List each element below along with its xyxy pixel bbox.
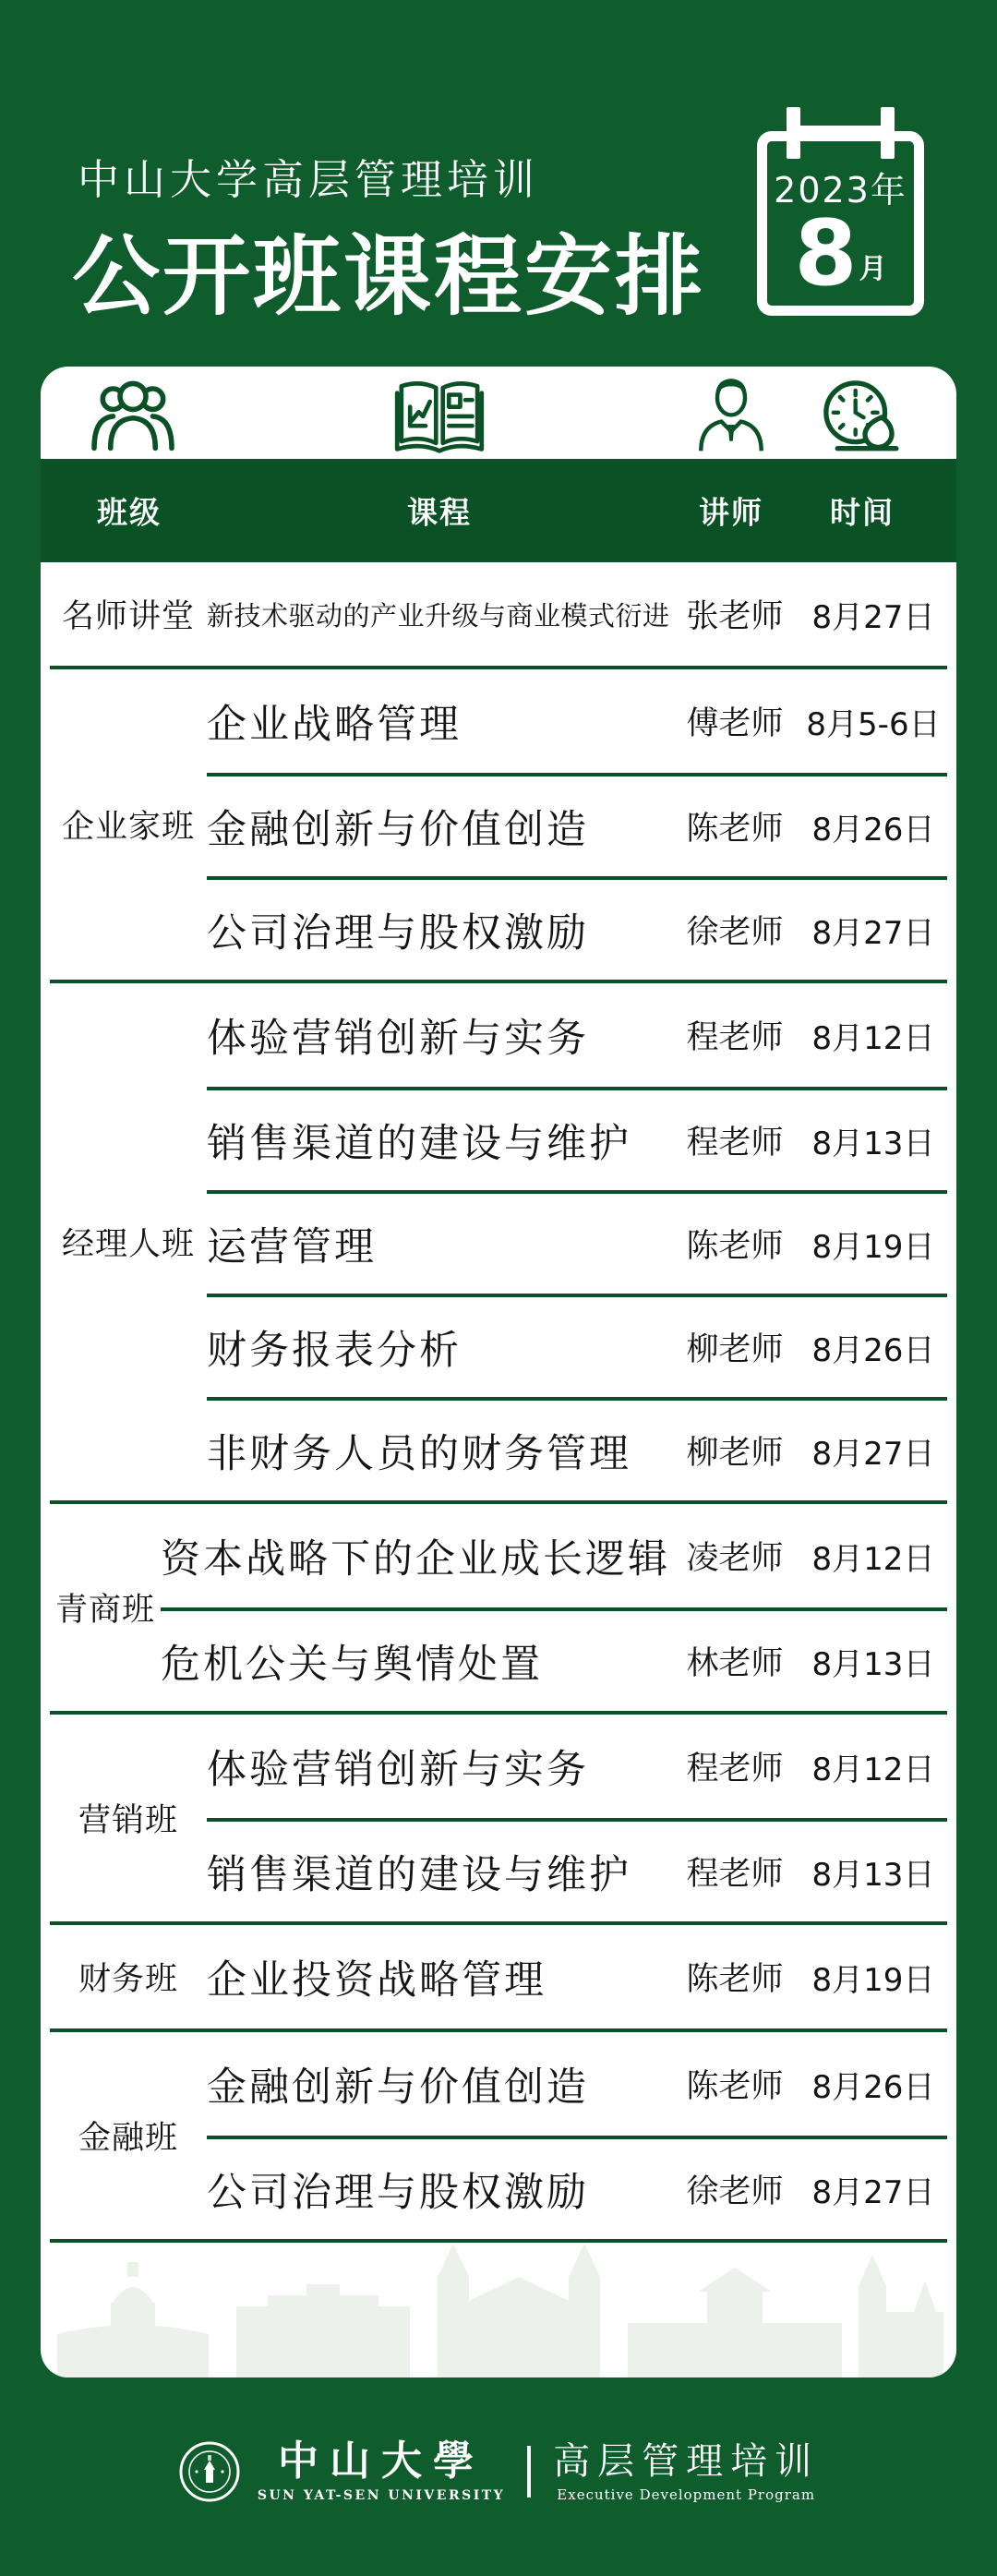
column-header-lecturer: 讲师 <box>699 494 763 531</box>
table-row <box>207 2032 947 2136</box>
date-cell: 8月12日 <box>811 1540 935 1578</box>
course-cell: 资本战略下的企业成长逻辑 <box>161 1535 670 1583</box>
course-cell: 销售渠道的建设与维护 <box>207 1120 631 1167</box>
course-cell: 新技术驱动的产业升级与商业模式衍进 <box>207 599 670 632</box>
course-cell: 公司治理与股权激励 <box>207 2169 589 2216</box>
teacher-cell: 陈老师 <box>686 1228 784 1265</box>
class-group-jinrong <box>50 2028 947 2239</box>
university-name-cn: 中山大學 <box>278 2437 485 2485</box>
class-group-caiwu <box>50 1921 947 2028</box>
class-name: 财务班 <box>78 1961 178 1998</box>
teacher-cell: 张老师 <box>686 598 784 635</box>
calendar-month-unit: 月 <box>859 253 887 285</box>
table-row <box>207 1818 947 1921</box>
class-name: 名师讲堂 <box>61 598 195 635</box>
course-cell: 非财务人员的财务管理 <box>207 1430 631 1477</box>
date-cell: 8月26日 <box>811 811 935 849</box>
date-cell: 8月13日 <box>811 1125 935 1162</box>
teacher-cell: 柳老师 <box>686 1331 784 1368</box>
table-row <box>207 876 947 980</box>
course-cell: 危机公关与舆情处置 <box>161 1641 543 1688</box>
table-row <box>207 562 947 666</box>
teacher-cell: 傅老师 <box>686 705 784 742</box>
column-icon-strip <box>41 367 956 459</box>
schedule-card <box>41 367 956 2377</box>
table-row <box>207 1715 947 1818</box>
table-row <box>207 1087 947 1190</box>
program-name-cn: 高层管理培训 <box>553 2439 820 2483</box>
teacher-cell: 凌老师 <box>686 1540 784 1577</box>
class-name: 金融班 <box>78 2120 178 2157</box>
calendar-icon <box>751 107 938 321</box>
column-header-class: 班级 <box>97 494 162 531</box>
table-row <box>207 983 947 1087</box>
table-row <box>207 1294 947 1397</box>
date-cell: 8月27日 <box>811 914 935 952</box>
page-title: 公开班课程安排 <box>72 226 706 328</box>
teacher-cell: 徐老师 <box>686 914 784 951</box>
teacher-cell: 程老师 <box>686 1125 784 1162</box>
course-cell: 金融创新与价值创造 <box>207 2064 589 2111</box>
calendar-box <box>757 131 924 316</box>
class-people-icon <box>87 376 179 453</box>
table-row <box>161 1504 947 1607</box>
class-name: 营销班 <box>78 1802 178 1839</box>
course-cell: 运营管理 <box>207 1223 377 1270</box>
class-group-mingshi <box>50 562 947 666</box>
table-row <box>207 669 947 773</box>
date-cell: 8月13日 <box>811 1856 935 1894</box>
teacher-cell: 陈老师 <box>686 1961 784 1998</box>
table-row <box>207 773 947 876</box>
teacher-cell: 陈老师 <box>686 811 784 848</box>
course-cell: 金融创新与价值创造 <box>207 806 589 853</box>
table-header-band <box>41 459 956 562</box>
date-cell: 8月12日 <box>811 1751 935 1788</box>
table-row <box>207 1925 947 2028</box>
table-row <box>161 1607 947 1711</box>
sysu-seal-logo <box>178 2440 241 2503</box>
class-group-qiyejia <box>50 666 947 980</box>
table-row <box>207 2136 947 2239</box>
class-name: 青商班 <box>54 1592 155 1629</box>
date-cell: 8月27日 <box>811 598 935 636</box>
university-name-en: SUN YAT-SEN UNIVERSITY <box>257 2488 506 2504</box>
date-cell: 8月27日 <box>811 2173 935 2211</box>
campus-buildings-watermark <box>41 2234 956 2377</box>
schedule-table <box>50 562 947 2243</box>
footer-logo-row <box>0 2421 997 2522</box>
date-cell: 8月12日 <box>811 1019 935 1057</box>
program-name-en: Executive Development Program <box>557 2486 816 2503</box>
column-header-course: 课程 <box>407 494 472 531</box>
course-cell: 企业战略管理 <box>207 701 462 748</box>
date-cell: 8月5-6日 <box>806 705 941 743</box>
date-cell: 8月19日 <box>811 1228 935 1266</box>
date-cell: 8月13日 <box>811 1645 935 1683</box>
course-cell: 财务报表分析 <box>207 1327 462 1374</box>
date-cell: 8月27日 <box>811 1435 935 1473</box>
table-row <box>207 1190 947 1294</box>
teacher-cell: 林老师 <box>686 1645 784 1682</box>
logo-divider <box>527 2446 531 2498</box>
time-clock-icon <box>818 376 903 453</box>
teacher-cell: 程老师 <box>686 1019 784 1056</box>
class-group-yingxiao <box>50 1711 947 1921</box>
course-cell: 销售渠道的建设与维护 <box>207 1851 631 1898</box>
teacher-cell: 程老师 <box>686 1751 784 1788</box>
teacher-cell: 徐老师 <box>686 2173 784 2210</box>
calendar-month: 8 <box>794 201 858 307</box>
course-cell: 体验营销创新与实务 <box>207 1746 589 1793</box>
course-cell: 体验营销创新与实务 <box>207 1015 589 1062</box>
column-header-time: 时间 <box>830 494 895 531</box>
class-group-jingliren <box>50 980 947 1500</box>
table-row <box>207 1397 947 1500</box>
teacher-cell: 陈老师 <box>686 2068 784 2105</box>
lecturer-person-icon <box>690 376 773 453</box>
teacher-cell: 程老师 <box>686 1856 784 1893</box>
page-subtitle: 中山大学高层管理培训 <box>78 155 540 204</box>
teacher-cell: 柳老师 <box>686 1435 784 1472</box>
course-cell: 公司治理与股权激励 <box>207 909 589 957</box>
date-cell: 8月19日 <box>811 1961 935 1999</box>
date-cell: 8月26日 <box>811 1331 935 1369</box>
course-cell: 企业投资战略管理 <box>207 1956 547 2004</box>
class-group-qingshang <box>50 1500 947 1711</box>
class-name: 企业家班 <box>61 809 195 846</box>
class-name: 经理人班 <box>61 1226 195 1263</box>
calendar-year: 2023年 <box>774 170 907 211</box>
date-cell: 8月26日 <box>811 2068 935 2106</box>
course-book-icon <box>388 376 491 455</box>
